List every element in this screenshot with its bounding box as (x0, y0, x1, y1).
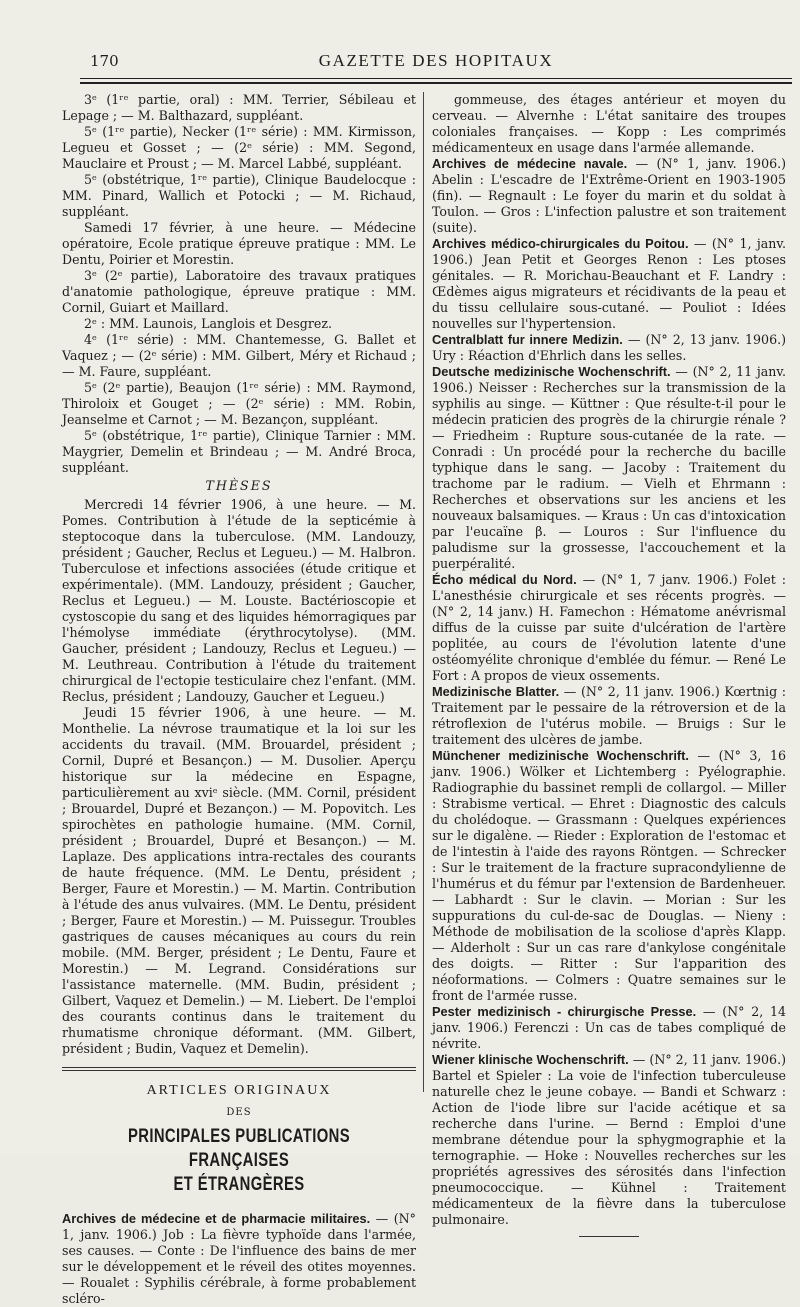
column-rule (423, 92, 424, 1092)
articles-heading: ARTICLES ORIGINAUX (146, 1083, 332, 1098)
journal-text: — (N° 1, janv. 1906.) Jean Petit et Georges Renon : Les ptoses génitales. — R. Morichau-Beauchant et F. Landry : Œdèmes aigus migrateurs et récidivants de la peau et du tissu cellulaire sous-cutané. — Pouliot : Idées nouvelles sur l'hypertension. (432, 236, 787, 331)
journal-entry (432, 364, 786, 572)
journal-continuation: gommeuse, des étages antérieur et moyen du cerveau. — Alvernhe : L'état sanitaire des troupes coloniales françaises. — Kopp : Les comprimés médicamenteux en usage dans l'armée allemande. (432, 92, 786, 155)
journal-name: Deutsche medizinische Wochenschrift. (432, 364, 671, 379)
header-rule (80, 78, 792, 84)
page-header (80, 50, 792, 76)
journal-text: — (N° 1, 7 janv. 1906.) Folet : L'anesthésie chirurgicale et ses récents progrès. — (N° 2, 14 janv.) H. Famechon : Hématome anévrismal diffus de la cuisse par suite d'ulcération de l'artère poplitée, au cours de l'évolution latente d'une ostéomyélite chronique d'emblée du fémur. — René Le Fort : A propos de vieux ossements. (432, 572, 786, 683)
journal-text: — (N° 2, 11 janv. 1906.) Kœrtnig : Traitement par le pessaire de la rétroversion et de la rétroflexion de l'utérus mobile. — Bruigs : Sur le traitement des ulcères de jambe. (432, 684, 786, 747)
journal-entry (432, 156, 786, 236)
exam-paragraph: 5ᵉ (2ᵉ partie), Beaujon (1ʳᵉ série) : MM. Raymond, Thiroloix et Gouget ; — (2ᵉ série) : MM. Robin, Jeanselme et Carnot ; — M. Bezançon, suppléant. (62, 380, 416, 427)
journal-entry (432, 332, 786, 364)
journal-name: Écho médical du Nord. (432, 572, 577, 587)
theses-paragraph: Mercredi 14 février 1906, à une heure. — M. Pomes. Contribution à l'étude de la septicémie à steptocoque dans la tuberculose. (MM. Landouzy, président ; Gaucher, Reclus et Legueu.) — M. Halbron. Tuberculose et infections associées (étude critique et expérimentale). (MM. Landouzy, président ; Gaucher, Reclus et Legueu.) — M. Louste. Bactérioscopie et cystoscopie du sang et des liquides hémorragiques par l'hémolyse immédiate (érythrocytolyse). (MM. Gaucher, président ; Landouzy, Reclus et Legueu.) — M. Leuthreau. Contribution à l'étude du traitement chirurgical de l'ectopie testiculaire chez l'enfant. (MM. Reclus, président ; Landouzy, Gaucher et Legueu.) (62, 497, 416, 704)
journal-text: — (N° 2, 11 janv. 1906.) Bartel et Spieler : La voie de l'infection tuberculeuse naturelle chez le jeune cobaye. — Bandi et Schwarz : Action de l'iode libre sur l'acide acétique et sa recherche dans l'urine. — Bernd : Emploi d'une membrane détendue pour la sphygmographie et la ternographie. — Hoke : Nouvelles recherches sur les propriétés agressives des sérosités dans l'infection pneumococcique. — Kühnel : Traitement médicamenteux de la fièvre dans la tuberculose pulmonaire. (432, 1052, 786, 1227)
left-column (62, 92, 416, 1307)
section-title-line-2: ET ÉTRANGÈRES (173, 1174, 305, 1195)
running-title: GAZETTE DES HOPITAUX (318, 51, 554, 70)
journal-text: — (N° 3, 16 janv. 1906.) Wölker et Lichtemberg : Pyélographie. Radiographie du bassinet rempli de collargol. — Miller : Strabisme vertical. — Ehret : Diagnostic des calculs du cholédoque. — Grassmann : Quelques expériences sur le digalène. — Rieder : Exploration de l'estomac et de l'intestin à l'aide des rayons Röntgen. — Schrecker : Sur le traitement de la fracture supracondylienne de l'humérus et du fémur par l'extension de Bardenheuer. — Labhardt : Sur le clavin. — Morian : Sur les suppurations du cul-de-sac de Douglas. — Nieny : Méthode de mobilisation de la scoliose d'après Klapp. — Alderholt : Sur un cas rare d'ankylose congénitale des doigts. — Ritter : Sur l'apparition des néoformations. — Colmers : Quatre semaines sur le front de l'armée russe. (432, 748, 786, 1003)
theses-paragraph: Jeudi 15 février 1906, à une heure. — M. Monthelie. La névrose traumatique et la loi sur les accidents du travail. (MM. Brouardel, président ; Cornil, Dupré et Besançon.) — M. Dusolier. Aperçu historique sur la médecine en Espagne, particulièrement au xviᵉ siècle. (MM. Cornil, président ; Brouardel, Dupré et Bezançon.) — M. Popovitch. Les spirochètes en pathologie humaine. (MM. Cornil, président ; Brouardel, Dupré et Besançon.) — M. Laplaze. Des applications intra-rectales des courants de haute fréquence. (MM. Le Dentu, président ; Berger, Faure et Morestin.) — M. Martin. Contribution à l'étude des anus vulvaires. (MM. Le Dentu, président ; Berger, Faure et Morestin.) — M. Puissegur. Troubles gastriques de causes mécaniques au cours du rein mobile. (MM. Berger, président ; Le Dentu, Faure et Morestin.) — M. Legrand. Considérations sur l'assistance maternelle. (MM. Budin, président ; Gilbert, Vaquez et Demelin.) — M. Liebert. De l'emploi des courants continus dans le traitement du rhumatisme chronique déformant. (MM. Gilbert, président ; Budin, Vaquez et Demelin). (62, 705, 416, 1056)
journal-entry (432, 684, 786, 748)
exam-paragraph: 4ᵉ (1ʳᵉ série) : MM. Chantemesse, G. Ballet et Vaquez ; — (2ᵉ série) : MM. Gilbert, Méry et Richaud ; — M. Faure, suppléant. (62, 332, 416, 379)
journal-text: — (N° 2, 13 janv. 1906.) Ury : Réaction d'Ehrlich dans les selles. (432, 332, 786, 363)
exam-paragraph: 2ᵉ : MM. Launois, Langlois et Desgrez. (84, 316, 332, 331)
exam-paragraph: 5ᵉ (obstétrique, 1ʳᵉ partie), Clinique Tarnier : MM. Maygrier, Demelin et Brindeau ; — M. André Broca, suppléant. (62, 428, 416, 475)
section-divider (62, 1067, 416, 1071)
journal-entry (432, 1004, 786, 1052)
theses-heading: THÈSES (205, 478, 273, 493)
des-label: DES (226, 1107, 252, 1118)
page-number: 170 (90, 52, 119, 70)
right-column (432, 92, 786, 1237)
exam-paragraph: 3ᵉ (1ʳᵉ partie, oral) : MM. Terrier, Sébileau et Lepage ; — M. Balthazard, suppléant. (62, 92, 416, 123)
journal-name: Pester medizinisch - chirurgische Presse. (432, 1004, 697, 1019)
journal-entry (432, 1052, 786, 1228)
journal-entry (62, 1211, 416, 1307)
end-rule (579, 1236, 639, 1237)
exam-paragraph: 5ᵉ (obstétrique, 1ʳᵉ partie), Clinique Baudelocque : MM. Pinard, Wallich et Potocki ; — M. Richaud, suppléant. (62, 172, 416, 219)
journal-name: Wiener klinische Wochenschrift. (432, 1052, 629, 1067)
journal-name: Münchener medizinische Wochenschrift. (432, 748, 689, 763)
exam-paragraph: 5ᵉ (1ʳᵉ partie), Necker (1ʳᵉ série) : MM. Kirmisson, Legueu et Gosset ; — (2ᵉ série) : MM. Segond, Mauclaire et Proust ; — M. Marcel Labbé, suppléant. (62, 124, 416, 171)
journal-entry (432, 748, 786, 1004)
journal-text: — (N° 1, janv. 1906.) Abelin : L'escadre de l'Extrême-Orient en 1903-1905 (fin). — Regnault : Le foyer du marin et du soldat à Toulon. — Gros : L'infection palustre et son traitement (suite). (432, 156, 787, 235)
journal-name: Archives médico-chirurgicales du Poitou. (432, 236, 689, 251)
journal-name: Medizinische Blatter. (432, 684, 560, 699)
journal-entry (432, 572, 786, 684)
section-title-line-1: PRINCIPALES PUBLICATIONS FRANÇAISES (127, 1126, 351, 1171)
journal-text: — (N° 2, 11 janv. 1906.) Neisser : Recherches sur la transmission de la syphilis au singe. — Küttner : Que résulte-t-il pour le médecin praticien des progrès de la chirurgie rénale ? — Friedheim : Rupture sous-cutanée de la rate. — Conradi : Un procédé pour la recherche du bacille typhique dans le sang. — Jacoby : Traitement du trachome par le radium. — Vielh et Ehrmann : Recherches et observations sur les anciens et les nouveaux balsamiques. — Kraus : Un cas d'intoxication par l'eucaïne β. — Louros : Sur l'influence du paludisme sur la grossesse, l'accouchement et la puerpéralité. (432, 364, 787, 571)
journal-name: Archives de médecine navale. (432, 156, 628, 171)
exam-paragraph: Samedi 17 février, à une heure. — Médecine opératoire, Ecole pratique épreuve pratique : MM. Le Dentu, Poirier et Morestin. (62, 220, 416, 267)
journal-name: Centralblatt fur innere Medizin. (432, 332, 623, 347)
journal-name: Archives de médecine et de pharmacie militaires. (62, 1211, 371, 1226)
journal-text: — (N° 1, janv. 1906.) Job : La fièvre typhoïde dans l'armée, ses causes. — Conte : De l'influence des bains de mer sur le développement et le réveil des otites moyennes. — Roualet : Syphilis cérébrale, à forme probablement scléro- (62, 1211, 416, 1306)
exam-paragraph: 3ᵉ (2ᵉ partie), Laboratoire des travaux pratiques d'anatomie pathologique, épreuve pratique : MM. Cornil, Guiart et Maillard. (62, 268, 416, 315)
journal-entry (432, 236, 786, 332)
journal-text: — (N° 2, 14 janv. 1906.) Ferenczi : Un cas de tabes compliqué de névrite. (432, 1004, 786, 1051)
